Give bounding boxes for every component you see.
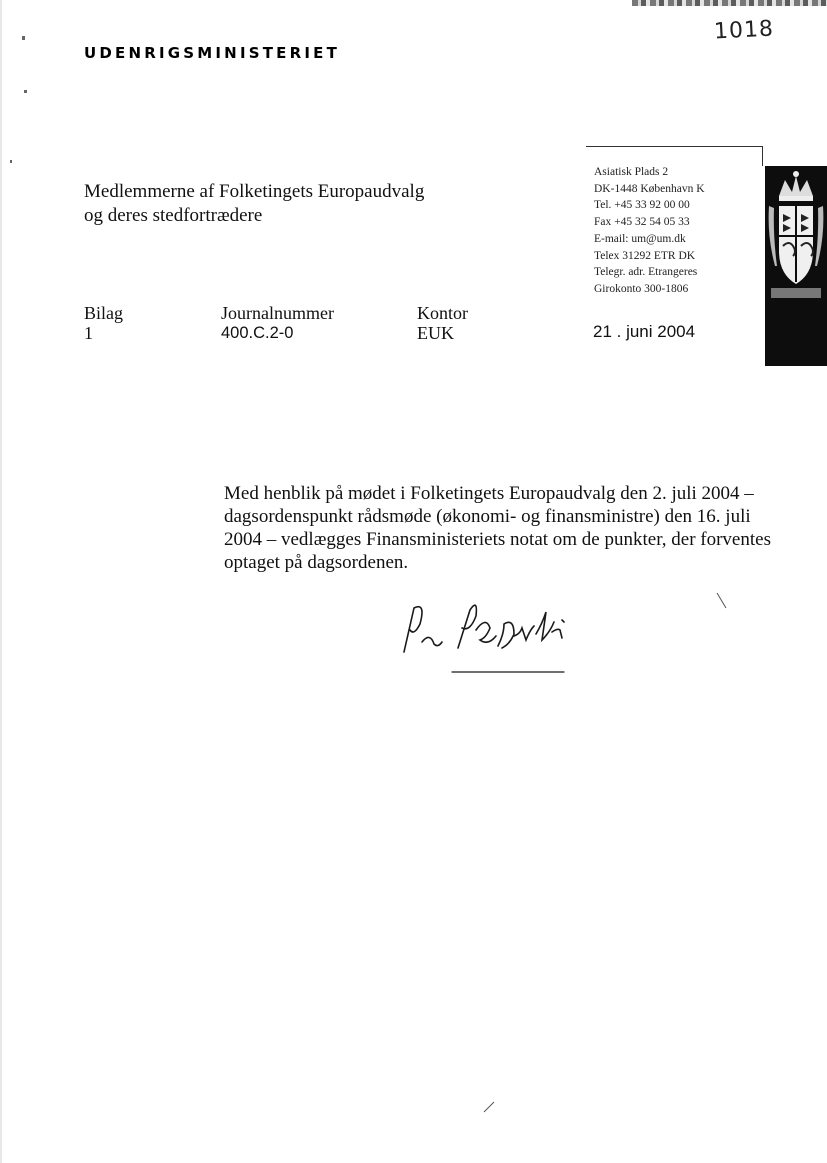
scan-dot <box>22 36 25 40</box>
address-block <box>594 164 705 298</box>
handwritten-number: 1018 <box>713 16 775 45</box>
address-line: Telex 31292 ETR DK <box>594 249 696 262</box>
address-rule-vertical <box>762 146 763 166</box>
ministry-name: UDENRIGSMINISTERIET <box>84 44 341 62</box>
bilag-value: 1 <box>84 323 93 343</box>
scan-smudge <box>632 0 827 6</box>
kontor-value: EUK <box>417 323 454 343</box>
bilag-label: Bilag <box>84 303 123 323</box>
letter-body: Med henblik på mødet i Folketingets Europaudvalg den 2. juli 2004 – dagsordenspunkt rådsmøde (økonomi- og finansministre) den 16. juli 2004 – vedlægges Finansministeriets notat om de punkter, der forventes optaget på dagsordenen. <box>224 483 771 573</box>
recipient-line-1: Medlemmerne af Folketingets Europaudvalg <box>84 181 425 202</box>
address-line: Telegr. adr. Etrangeres <box>594 266 698 279</box>
scan-dot <box>24 90 27 93</box>
kontor-label: Kontor <box>417 303 468 323</box>
recipient-line-2: og deres stedfortrædere <box>84 205 263 226</box>
address-line: Asiatisk Plads 2 <box>594 166 669 178</box>
address-line: Tel. +45 33 92 00 00 <box>594 199 690 212</box>
letter-date: 21 . juni 2004 <box>593 322 696 341</box>
stray-mark <box>716 592 728 610</box>
address-line: E-mail: um@um.dk <box>594 232 686 245</box>
journal-label: Journalnummer <box>221 303 334 323</box>
stray-mark <box>482 1100 496 1114</box>
journal-value: 400.C.2-0 <box>221 324 294 342</box>
address-rule <box>586 146 762 147</box>
address-line: Fax +45 32 54 05 33 <box>594 216 690 229</box>
scan-dot <box>10 160 12 163</box>
address-line: DK-1448 København K <box>594 182 705 195</box>
recipient <box>84 180 424 228</box>
scan-edge <box>0 0 2 1163</box>
address-line: Girokonto 300-1806 <box>594 282 689 295</box>
handwritten-signature <box>396 590 606 690</box>
royal-crest-icon <box>765 166 827 366</box>
